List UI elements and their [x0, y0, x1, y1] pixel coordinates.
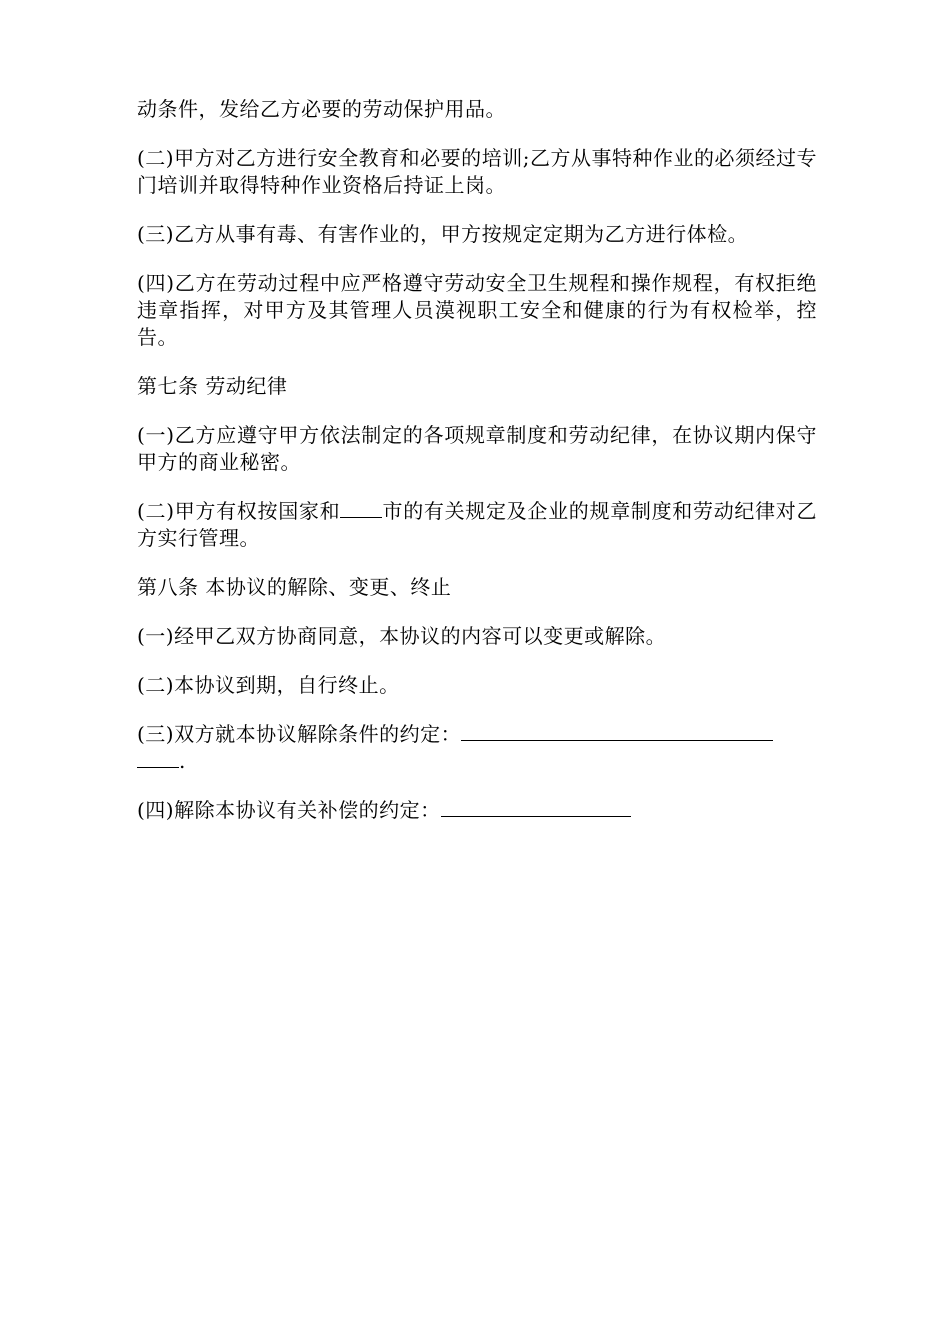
fill-in-blank	[340, 499, 382, 518]
article-7-clause-1: (一)乙方应遵守甲方依法制定的各项规章制度和劳动纪律，在协议期内保守甲方的商业秘密。	[137, 423, 817, 474]
clause-text: (四)解除本协议有关补偿的约定：	[137, 798, 441, 822]
paragraph-clause-3: (三)乙方从事有毒、有害作业的，甲方按规定定期为乙方进行体检。	[137, 222, 749, 246]
clause-text: 市的有关规定及企业的规章制度和劳动纪律对乙方实行管理。	[137, 499, 818, 550]
article-8-heading: 第八条 本协议的解除、变更、终止	[137, 575, 452, 599]
article-8-clause-3	[137, 721, 817, 775]
article-8-clause-2: (二)本协议到期，自行终止。	[137, 673, 400, 697]
paragraph-clause-4: (四)乙方在劳动过程中应严格遵守劳动安全卫生规程和操作规程，有权拒绝违章指挥，对甲方及其管理人员漠视职工安全和健康的行为有权检举，控告。	[137, 271, 817, 349]
paragraph-clause-2: (二)甲方对乙方进行安全教育和必要的培训;乙方从事特种作业的必须经过专门培训并取得特种作业资格后持证上岗。	[137, 146, 817, 197]
clause-text: (二)甲方有权按国家和	[137, 499, 341, 523]
document-page	[137, 96, 817, 846]
fill-in-blank	[461, 722, 773, 741]
article-7-clause-2	[137, 498, 817, 552]
clause-text: (三)双方就本协议解除条件的约定：	[137, 722, 462, 746]
fill-in-blank	[137, 749, 179, 768]
article-7-heading: 第七条 劳动纪律	[137, 374, 288, 398]
paragraph-continuation: 动条件，发给乙方必要的劳动保护用品。	[137, 97, 506, 121]
article-8-clause-4	[137, 797, 817, 824]
clause-text: .	[179, 749, 186, 773]
article-8-clause-1: (一)经甲乙双方协商同意，本协议的内容可以变更或解除。	[137, 624, 667, 648]
fill-in-blank	[441, 798, 631, 817]
